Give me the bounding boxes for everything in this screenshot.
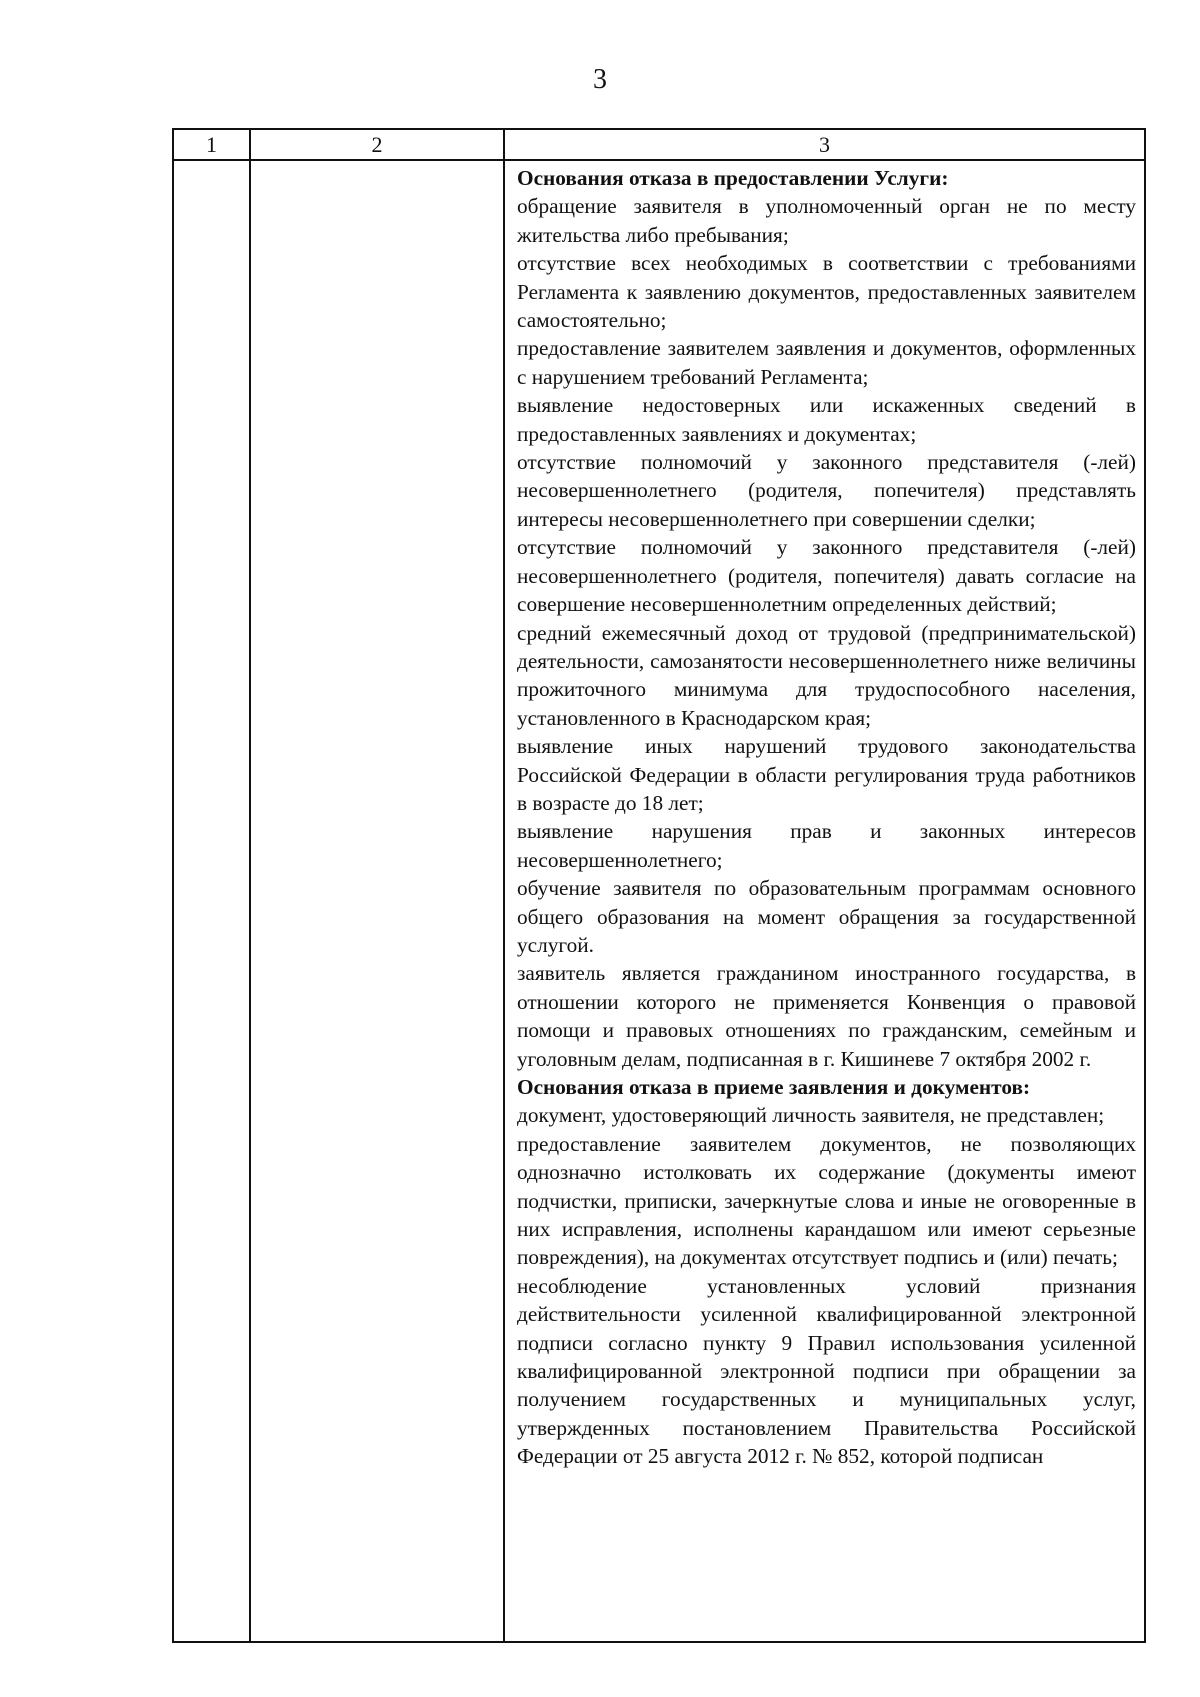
paragraph: отсутствие полномочий у законного представителя (-лей) несовершеннолетнего (родителя, попечителя) представлять интересы несовершеннолетнего при совершении сделки;	[517, 450, 1136, 531]
refusal-grounds-text	[505, 161, 1144, 1471]
cell-column-1	[173, 160, 250, 1642]
paragraph: несоблюдение установленных условий признания действительности усиленной квалифицированной электронной подписи согласно пункту 9 Правил использования усиленной квалифицированной электронной подписи при обращении за получением государственных и муниципальных услуг, утвержденных постановлением Правительства Российской Федерации от 25 августа 2012 г. № 852, которой подписан	[517, 1273, 1136, 1469]
page-number: 3	[593, 64, 607, 95]
paragraph: отсутствие всех необходимых в соответствии с требованиями Регламента к заявлению документов, предоставленных заявителем самостоятельно;	[517, 251, 1136, 333]
paragraph: предоставление заявителем документов, не позволяющих однозначно истолковать их содержание (документы имеют подчистки, приписки, зачеркнутые слова и иные не оговоренные в них исправления, исполнены карандашом или имеют серьезные повреждения), на документах отсутствует подпись и (или) печать;	[517, 1131, 1136, 1270]
column-header-1: 1	[173, 129, 250, 160]
paragraph: обучение заявителя по образовательным программам основного общего образования на момент обращения за государственной услугой.	[517, 876, 1136, 957]
paragraph: документ, удостоверяющий личность заявителя, не представлен;	[517, 1103, 1105, 1128]
paragraph: обращение заявителя в уполномоченный орган не по месту жительства либо пребывания;	[517, 194, 1136, 247]
cell-column-2	[250, 160, 504, 1642]
table-row	[173, 160, 1145, 1642]
cell-column-3	[504, 160, 1145, 1642]
column-header-3: 3	[504, 129, 1145, 160]
paragraph: отсутствие полномочий у законного представителя (-лей) несовершеннолетнего (родителя, попечителя) давать согласие на совершение несовершеннолетним определенных действий;	[517, 535, 1136, 617]
paragraph: выявление недостоверных или искаженных сведений в предоставленных заявлениях и документах;	[517, 393, 1136, 446]
paragraph: предоставление заявителем заявления и документов, оформленных с нарушением требований Регламента;	[517, 336, 1136, 389]
paragraph: заявитель является гражданином иностранного государства, в отношении которого не применяется Конвенция о правовой помощи и правовых отношениях по гражданским, семейным и уголовным делам, подписанная в г. Кишиневе 7 октября 2002 г.	[517, 961, 1136, 1071]
section-heading: Основания отказа в предоставлении Услуги:	[517, 166, 949, 190]
paragraph: выявление нарушения прав и законных интересов несовершеннолетнего;	[517, 819, 1136, 872]
table-header-row	[173, 129, 1145, 160]
paragraph: выявление иных нарушений трудового законодательства Российской Федерации в области регулирования труда работников в возрасте до 18 лет;	[517, 734, 1136, 815]
requirements-table	[172, 128, 1146, 1643]
paragraph: средний ежемесячный доход от трудовой (предпринимательской) деятельности, самозанятости несовершеннолетнего ниже величины прожиточного минимума для трудоспособного населения, установленного в Краснодарском края;	[517, 620, 1136, 730]
column-header-2: 2	[250, 129, 504, 160]
section-heading: Основания отказа в приеме заявления и документов:	[517, 1075, 1031, 1099]
